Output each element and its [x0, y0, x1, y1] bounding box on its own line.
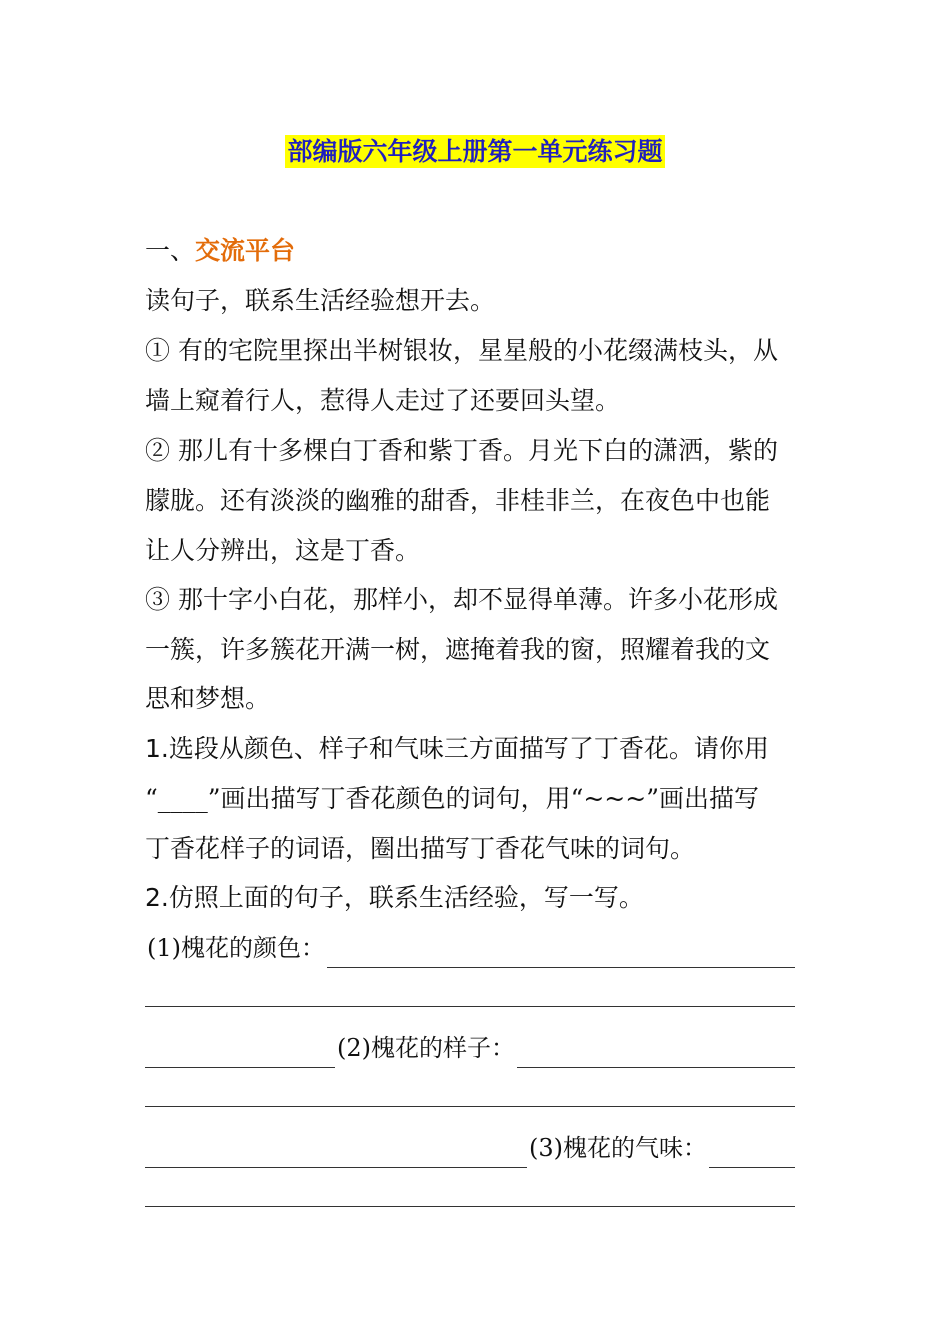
answer-blank-1c[interactable] — [145, 1037, 335, 1068]
question-1-text-c: ”画出描写 — [646, 784, 759, 813]
passage-3-line-2: 一簇，许多簇花开满一树，遮掩着我的窗，照耀着我的文 — [145, 635, 771, 664]
question-1-line-3: 丁香花样子的词语，圈出描写丁香花气味的词句。 — [145, 834, 696, 863]
section-title: 交流平台 — [195, 236, 296, 265]
passage-3-line-1: ③ 那十字小白花，那样小，却不显得单薄。许多小花形成 — [145, 585, 778, 614]
page-title — [0, 132, 950, 172]
passage-1-line-1: ① 有的宅院里探出半树银妆，星星般的小花缀满枝头，从 — [145, 336, 778, 365]
answer-blank-2c[interactable] — [145, 1137, 527, 1168]
intro-text: 读句子，联系生活经验想开去。 — [145, 286, 496, 315]
question-1-line-2 — [145, 779, 805, 819]
title-text: 部编版六年级上册第一单元练习题 — [287, 137, 663, 166]
item-1-label: (1)槐花的颜色： — [147, 934, 325, 962]
passage-2-line-1: ② 那儿有十多棵白丁香和紫丁香。月光下白的潇洒，紫的 — [145, 436, 778, 465]
answer-row-3 — [145, 1128, 795, 1168]
quote-open: “ — [145, 784, 158, 813]
wavy-line-sample: ~~~ — [583, 784, 647, 813]
answer-blank-1a[interactable] — [327, 937, 795, 968]
section-number: 一、 — [145, 236, 196, 265]
item-2-label: (2)槐花的样子： — [337, 1034, 515, 1062]
question-2-number: 2. — [145, 883, 169, 912]
passage-3-line-3: 思和梦想。 — [145, 684, 271, 713]
answer-blank-1b[interactable] — [145, 1006, 795, 1007]
question-2-line — [145, 878, 805, 918]
section-heading — [145, 231, 805, 271]
answer-blank-2b[interactable] — [145, 1106, 795, 1107]
question-1-text-b: ”画出描写丁香花颜色的词句，用“ — [207, 784, 584, 813]
underline-sample: ____ — [157, 784, 208, 813]
answer-row-1 — [145, 928, 795, 968]
question-1-text: 选段从颜色、样子和气味三方面描写了丁香花。请你用 — [168, 734, 769, 763]
answer-blank-2a[interactable] — [517, 1037, 795, 1068]
question-1-number: 1. — [145, 734, 169, 763]
question-2-text: 仿照上面的句子，联系生活经验，写一写。 — [168, 883, 644, 912]
passage-1-line-2: 墙上窥着行人，惹得人走过了还要回头望。 — [145, 386, 621, 415]
answer-blank-3a[interactable] — [709, 1137, 795, 1168]
passage-2-line-3: 让人分辨出，这是丁香。 — [145, 536, 421, 565]
answer-blank-3b[interactable] — [145, 1206, 795, 1207]
question-1-line-1 — [145, 729, 805, 769]
passage-2-line-2: 朦胧。还有淡淡的幽雅的甜香，非桂非兰，在夜色中也能 — [145, 486, 771, 515]
item-3-label: (3)槐花的气味： — [529, 1134, 707, 1162]
answer-row-2 — [145, 1028, 795, 1068]
